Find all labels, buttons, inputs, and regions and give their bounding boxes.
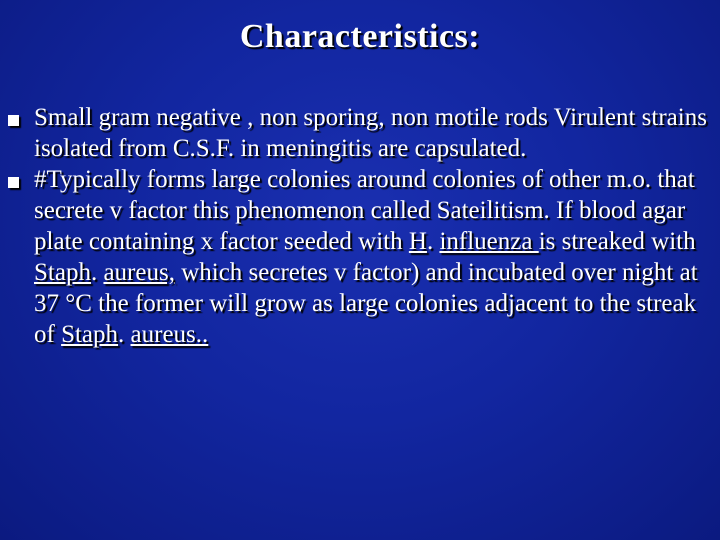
bullet-text-2-seg-5: is streaked with xyxy=(538,228,696,255)
bullet-text-2-seg-1: #Typically forms large colonies around colonies of other m.o. that secrete v factor this phenomenon called Sateilitism. If blood agar plate containing x factor seeded with xyxy=(34,166,695,255)
underlined-term-h: H xyxy=(408,228,427,255)
square-bullet-icon xyxy=(8,177,19,188)
bullet-text-1-seg-1: Small gram negative , non sporing, non motile rods Virulent strains isolated from C.S.F. in meningitis are capsulated. xyxy=(34,104,707,162)
square-bullet-icon xyxy=(8,115,19,126)
underlined-term-aureus: aureus, xyxy=(103,259,175,286)
underlined-term-aureus-2: aureus.. xyxy=(130,321,209,348)
bullet-text-2-seg-11: . xyxy=(118,321,131,348)
bullet-list xyxy=(8,102,708,350)
underlined-term-influenza: influenza xyxy=(439,228,539,255)
bullet-item-2 xyxy=(8,164,708,350)
bullet-text-2-seg-7: . xyxy=(90,259,104,286)
bullet-text-2-seg-9: which secretes v factor) and incubated over night at 37 °C the former will grow as large colonies adjacent to the streak of xyxy=(34,259,698,348)
slide-title: Characteristics: xyxy=(239,18,481,55)
bullet-item-1 xyxy=(8,102,708,164)
underlined-term-staph-2: Staph xyxy=(61,321,119,348)
bullet-text-2-seg-3: . xyxy=(426,228,440,255)
underlined-term-staph: Staph xyxy=(34,259,91,286)
